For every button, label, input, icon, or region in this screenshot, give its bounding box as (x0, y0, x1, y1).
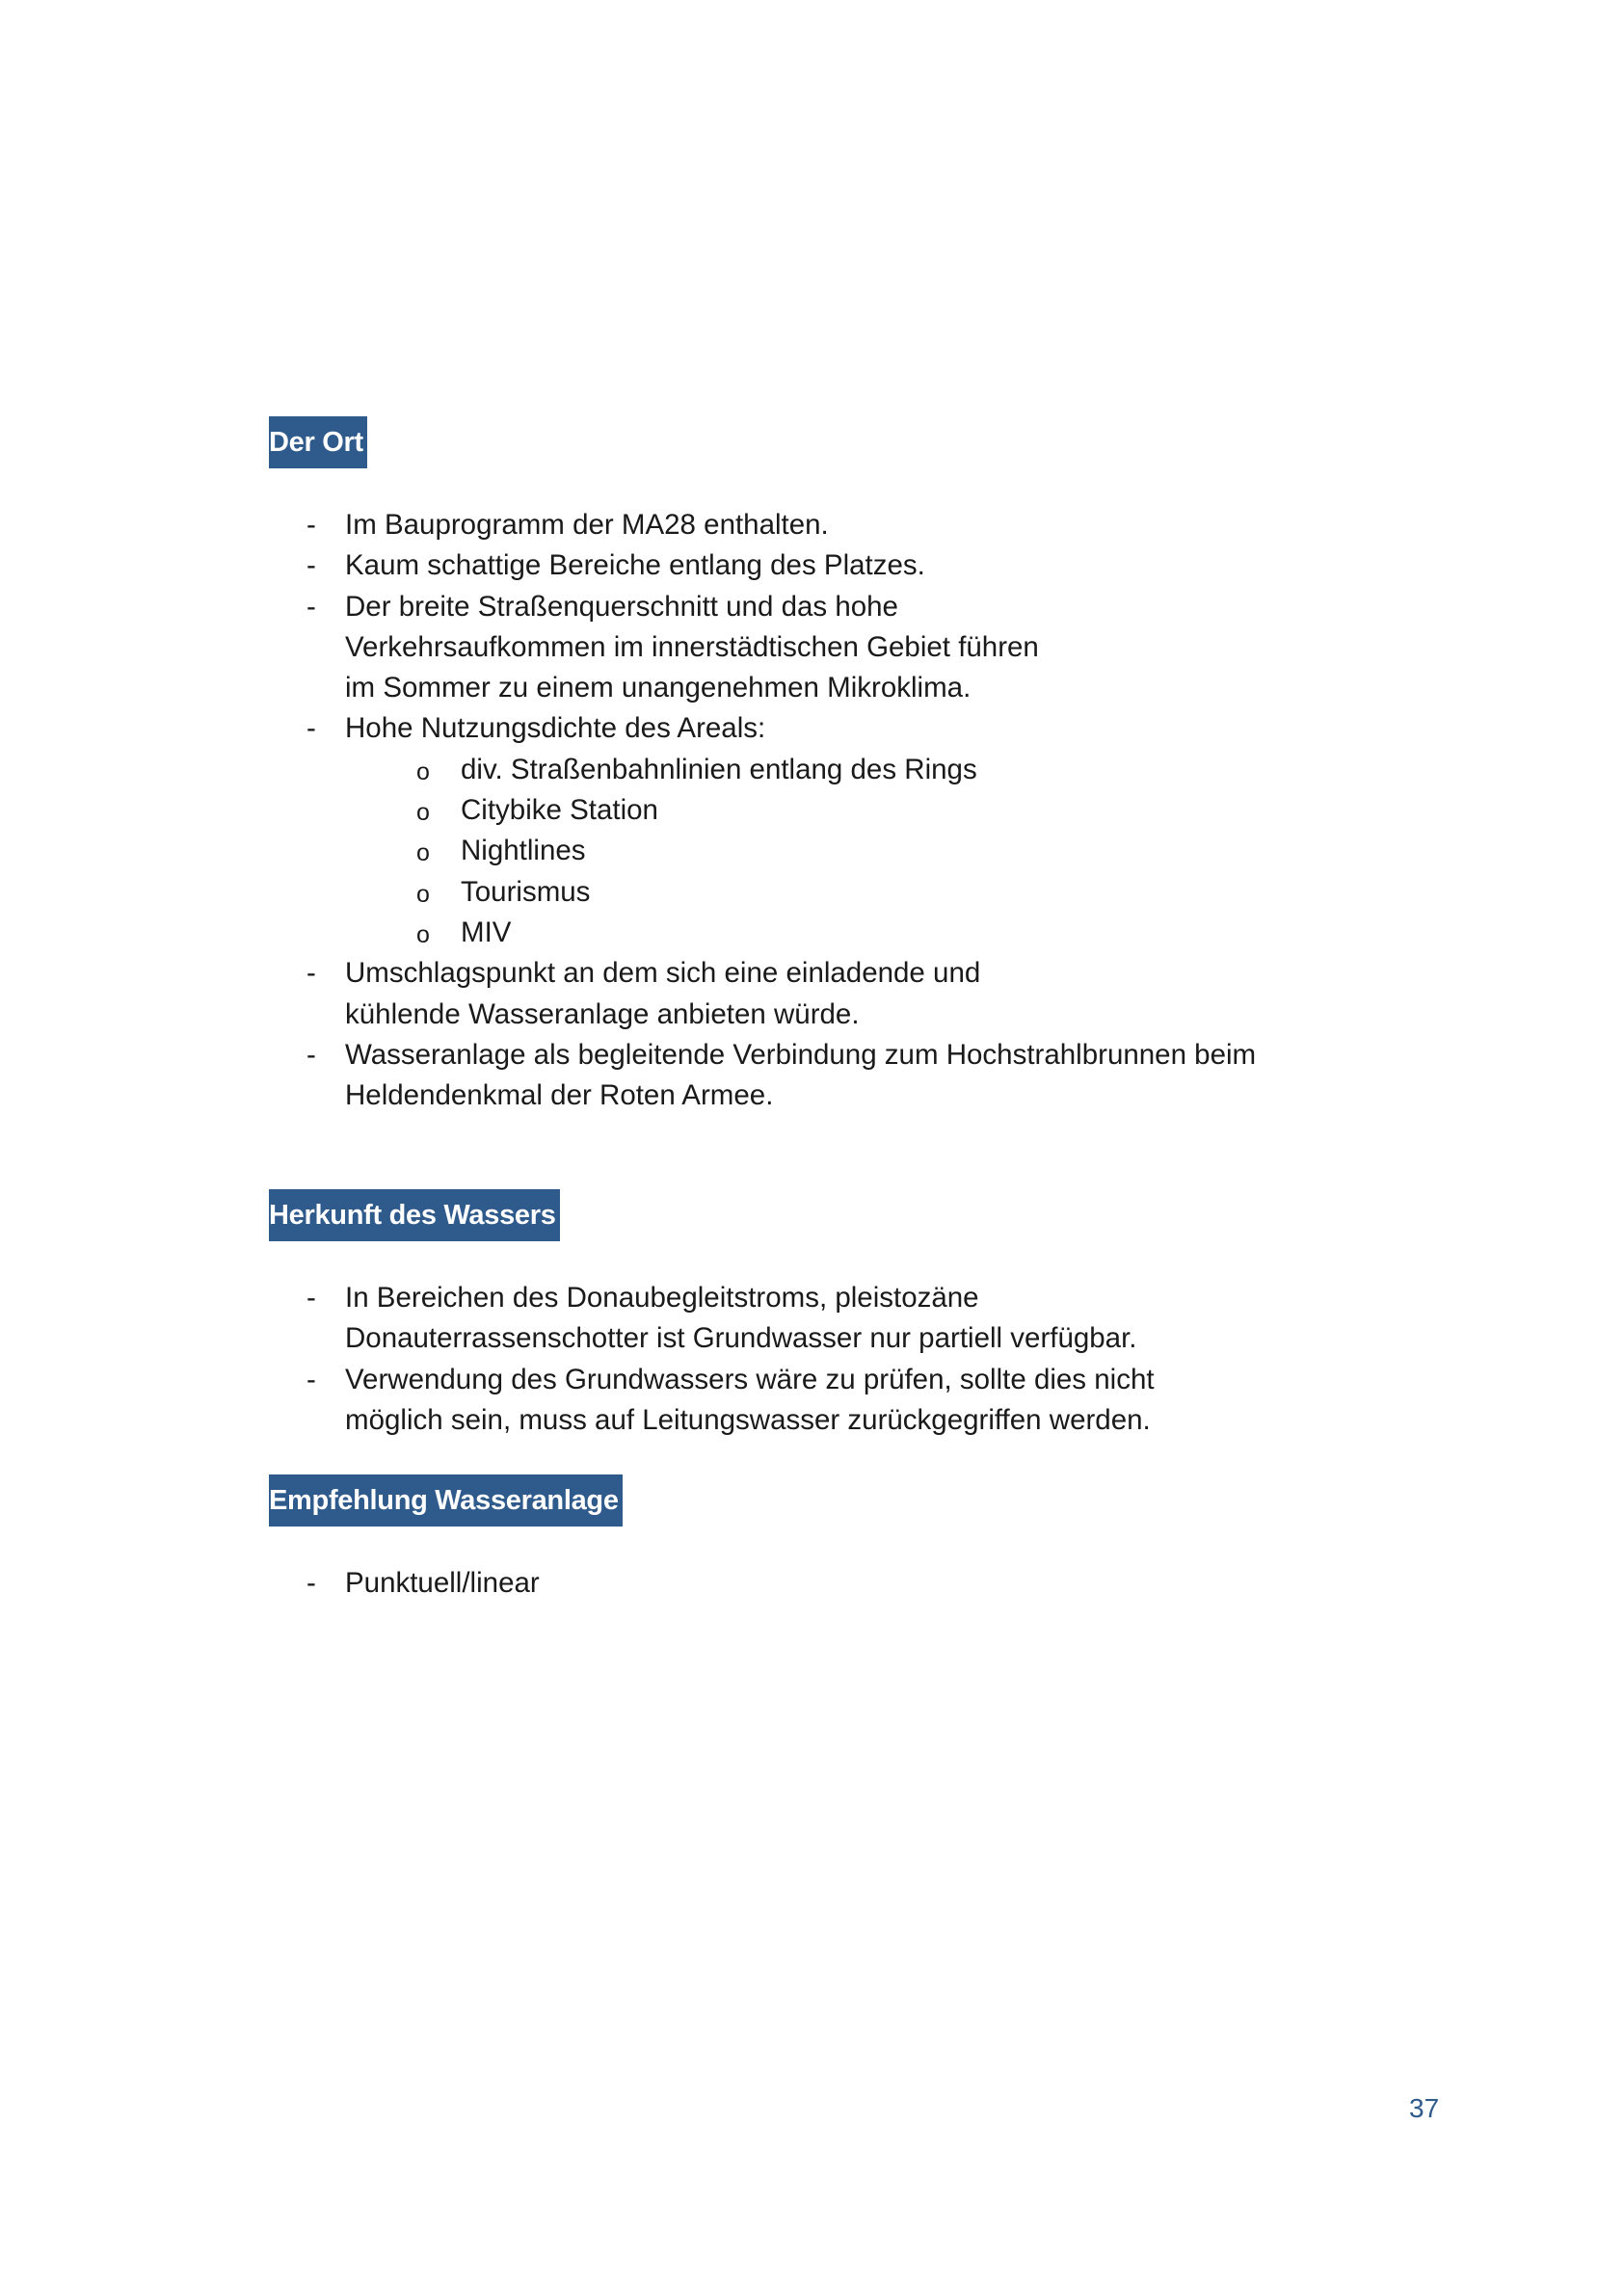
bullet-list-empfehlung (0, 1563, 1270, 1604)
list-item-line: Donauterrassenschotter ist Grundwasser nur partiell verfügbar. (345, 1322, 1137, 1355)
dash-bullet: - (306, 712, 316, 745)
section-heading-empfehlung-wasseranlage: Empfehlung Wasseranlage (269, 1474, 623, 1527)
section-heading-herkunft-des-wassers: Herkunft des Wassers (269, 1189, 560, 1241)
list-item-line: Wasseranlage als begleitende Verbindung zum Hochstrahlbrunnen beim (345, 1038, 1257, 1071)
bullet-list-der-ort (0, 505, 1270, 1116)
sub-list-item-text: Citybike Station (461, 794, 658, 827)
list-item-text: Hohe Nutzungsdichte des Areals: (345, 712, 766, 745)
list-item-line: im Sommer zu einem unangenehmen Mikroklima. (345, 672, 972, 704)
sub-list-item (0, 913, 1270, 953)
sub-list-item (0, 831, 1270, 871)
dash-bullet: - (306, 509, 316, 541)
dash-bullet: - (306, 1567, 316, 1599)
dash-bullet: - (306, 549, 316, 582)
sub-list-item-text: Tourismus (461, 875, 591, 908)
list-item-line: Umschlagspunkt an dem sich eine einladende und (345, 957, 981, 990)
list-item-line: Verwendung des Grundwassers wäre zu prüfen, sollte dies nicht (345, 1363, 1155, 1395)
list-item-line: Heldendenkmal der Roten Armee. (345, 1079, 774, 1112)
dash-bullet: - (306, 590, 316, 623)
dash-bullet: - (306, 1282, 316, 1314)
bullet-list-herkunft (0, 1278, 1270, 1441)
section-heading-der-ort: Der Ort (269, 416, 367, 468)
list-item (0, 1035, 1270, 1117)
list-item (0, 505, 1270, 545)
list-item-line: In Bereichen des Donaubegleitstroms, pleistozäne (345, 1282, 979, 1314)
circle-bullet: o (416, 839, 430, 867)
list-item-line: möglich sein, muss auf Leitungswasser zurückgegriffen werden. (345, 1403, 1151, 1436)
sub-list-item (0, 750, 1270, 790)
list-item (0, 587, 1270, 709)
list-item (0, 1563, 1270, 1604)
list-item (0, 708, 1270, 953)
circle-bullet: o (416, 799, 430, 827)
list-item-line: Der breite Straßenquerschnitt und das hohe (345, 590, 898, 623)
list-item-text: Im Bauprogramm der MA28 enthalten. (345, 509, 829, 541)
list-item-text: Punktuell/linear (345, 1567, 540, 1599)
sub-list-item (0, 872, 1270, 913)
list-item-text: Kaum schattige Bereiche entlang des Platzes. (345, 549, 925, 582)
dash-bullet: - (306, 957, 316, 990)
list-item-line: Verkehrsaufkommen im innerstädtischen Gebiet führen (345, 630, 1039, 663)
dash-bullet: - (306, 1038, 316, 1071)
dash-bullet: - (306, 1363, 316, 1395)
circle-bullet: o (416, 880, 430, 908)
list-item (0, 1360, 1270, 1442)
list-item-line: kühlende Wasseranlage anbieten würde. (345, 997, 860, 1030)
sub-list-item-text: Nightlines (461, 835, 586, 867)
circle-bullet: o (416, 920, 430, 948)
list-item (0, 953, 1270, 1035)
sub-list-item-text: div. Straßenbahnlinien entlang des Rings (461, 753, 977, 785)
sub-list (345, 750, 1270, 953)
page-number: 37 (1409, 2093, 1440, 2123)
sub-list-item-text: MIV (461, 916, 512, 948)
circle-bullet: o (416, 757, 430, 785)
list-item (0, 545, 1270, 586)
sub-list-item (0, 790, 1270, 831)
list-item (0, 1278, 1270, 1360)
